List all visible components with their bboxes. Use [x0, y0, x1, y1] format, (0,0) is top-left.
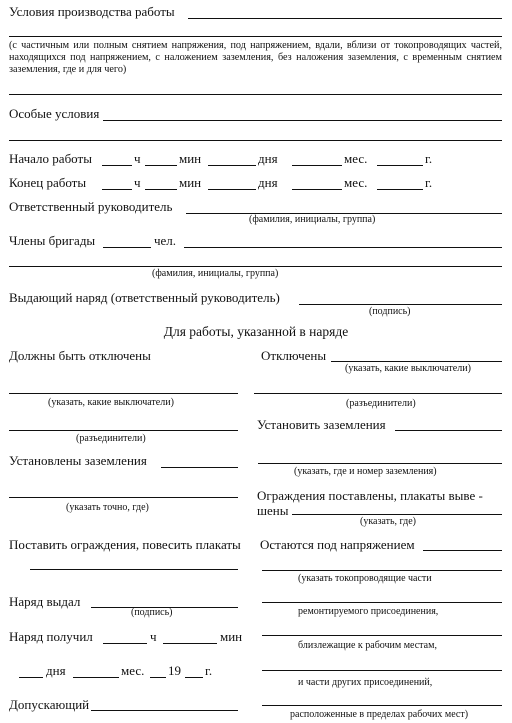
work-conditions-line[interactable]: [188, 18, 502, 19]
start-minute-field[interactable]: [145, 165, 177, 166]
end-day-unit: дня: [258, 175, 278, 190]
disconnected-field-2[interactable]: [254, 393, 502, 394]
received-year-field[interactable]: [185, 677, 203, 678]
live-field-6[interactable]: [262, 705, 502, 706]
disconnected-field[interactable]: [331, 361, 502, 362]
received-day-field[interactable]: [19, 677, 43, 678]
grounds-installed-label: Установлены заземления: [9, 453, 147, 468]
received-day-unit: дня: [46, 663, 66, 678]
live-caption-1: (указать токопроводящие части: [298, 573, 432, 584]
special-conditions-line-2[interactable]: [9, 140, 502, 141]
grounds-installed-field[interactable]: [161, 467, 238, 468]
fences-set-field[interactable]: [292, 514, 502, 515]
end-work-label: Конец работы: [9, 175, 87, 190]
members-field[interactable]: [184, 247, 502, 248]
work-conditions-note: (с частичным или полным снятием напряжения, под напряжением, вдали, вблизи от токопроводящих частей, находящихся под напряжением, с наложением заземления, без наложения заземления, с временным снятием заземления, где и для чего): [9, 40, 502, 76]
start-year-unit: г.: [425, 151, 433, 166]
disconnected-label: Отключены: [261, 348, 327, 363]
received-minute-unit: мин: [220, 629, 243, 644]
live-field-2[interactable]: [262, 570, 502, 571]
grounds-installed-field-2[interactable]: [9, 497, 238, 498]
disconnectors-caption-left: (разъединители): [76, 433, 146, 444]
received-hour-unit: ч: [150, 629, 157, 644]
members-unit: чел.: [154, 233, 177, 248]
fences-field[interactable]: [30, 569, 238, 570]
members-label: Члены бригады: [9, 233, 96, 248]
work-conditions-line-3[interactable]: [9, 94, 502, 95]
live-field-3[interactable]: [262, 602, 502, 603]
must-disconnect-label: Должны быть отключены: [9, 348, 151, 363]
issuer-caption: (подпись): [369, 306, 411, 317]
responsible-caption: (фамилия, инициалы, группа): [249, 214, 376, 225]
special-conditions-label: Особые условия: [9, 106, 100, 121]
live-field-4[interactable]: [262, 635, 502, 636]
received-hour-field[interactable]: [103, 643, 147, 644]
received-year-unit: г.: [205, 663, 213, 678]
section-heading: Для работы, указанной в наряде: [163, 324, 349, 339]
live-field[interactable]: [423, 550, 502, 551]
set-grounds-label: Установить заземления: [257, 417, 386, 432]
end-month-unit: мес.: [344, 175, 368, 190]
end-hour-field[interactable]: [102, 189, 132, 190]
end-day-field[interactable]: [208, 189, 256, 190]
start-year-field[interactable]: [377, 165, 423, 166]
exact-where-caption: (указать точно, где): [66, 502, 149, 513]
fences-label: Поставить ограждения, повесить плакаты: [9, 537, 241, 552]
start-hour-field[interactable]: [102, 165, 132, 166]
received-month-unit: мес.: [121, 663, 145, 678]
ground-caption: (указать, где и номер заземления): [294, 466, 437, 477]
responsible-label: Ответственный руководитель: [9, 199, 173, 214]
end-year-unit: г.: [425, 175, 433, 190]
switches-caption-left: (указать, какие выключатели): [48, 397, 174, 408]
members-caption: (фамилия, инициалы, группа): [152, 268, 279, 279]
set-grounds-field-2[interactable]: [258, 463, 502, 464]
admitting-label: Допускающий: [9, 697, 90, 712]
start-minute-unit: мин: [179, 151, 202, 166]
live-caption-3: близлежащие к рабочим местам,: [298, 640, 437, 651]
live-caption-2: ремонтируемого присоединения,: [298, 606, 439, 617]
fences-set-label-1: Ограждения поставлены, плакаты выве -: [257, 488, 483, 503]
start-day-field[interactable]: [208, 165, 256, 166]
where-caption: (указать, где): [360, 516, 416, 527]
end-month-field[interactable]: [292, 189, 342, 190]
order-received-label: Наряд получил: [9, 629, 93, 644]
start-month-unit: мес.: [344, 151, 368, 166]
switches-caption-right: (указать, какие выключатели): [345, 363, 471, 374]
disconnectors-caption-right: (разъединители): [346, 398, 416, 409]
end-minute-field[interactable]: [145, 189, 177, 190]
work-conditions-label: Условия производства работы: [9, 4, 175, 19]
start-hour-unit: ч: [134, 151, 141, 166]
received-month-field[interactable]: [73, 677, 119, 678]
members-field-2[interactable]: [9, 266, 502, 267]
disconnectors-field[interactable]: [9, 430, 238, 431]
order-issued-label: Наряд выдал: [9, 594, 81, 609]
start-month-field[interactable]: [292, 165, 342, 166]
signature-caption: (подпись): [131, 607, 173, 618]
start-work-label: Начало работы: [9, 151, 92, 166]
end-minute-unit: мин: [179, 175, 202, 190]
fences-set-label-2: шены: [257, 503, 289, 518]
issuer-label: Выдающий наряд (ответственный руководитель): [9, 290, 280, 305]
received-year-lead[interactable]: [150, 677, 166, 678]
members-count-field[interactable]: [103, 247, 151, 248]
special-conditions-line[interactable]: [103, 120, 502, 121]
received-minute-field[interactable]: [163, 643, 217, 644]
switches-field[interactable]: [9, 393, 238, 394]
end-hour-unit: ч: [134, 175, 141, 190]
received-year-prefix: 19: [168, 663, 181, 678]
work-conditions-line-2[interactable]: [9, 36, 502, 37]
live-label: Остаются под напряжением: [260, 537, 415, 552]
issuer-signature-field[interactable]: [299, 304, 502, 305]
admitting-field[interactable]: [91, 710, 238, 711]
start-day-unit: дня: [258, 151, 278, 166]
live-caption-4: и части других присоединений,: [298, 677, 433, 688]
live-caption-5: расположенные в пределах рабочих мест): [290, 709, 469, 720]
end-year-field[interactable]: [377, 189, 423, 190]
set-grounds-field[interactable]: [395, 430, 502, 431]
live-field-5[interactable]: [262, 670, 502, 671]
